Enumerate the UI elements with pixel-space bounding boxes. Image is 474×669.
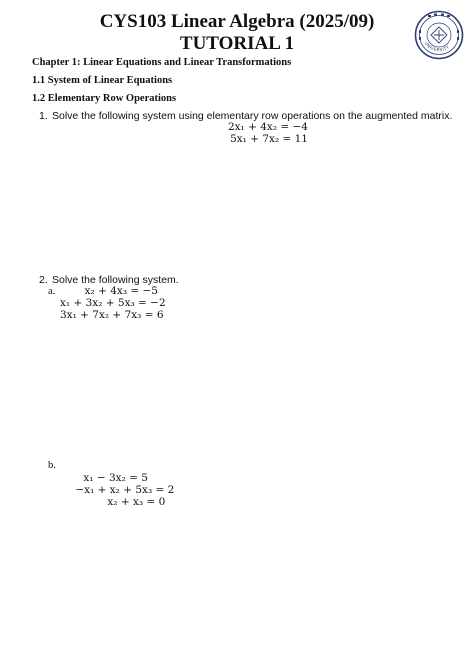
q2b-equation-3-text: x₂ + x₃ = 0 [107,496,166,508]
university-seal-icon [414,10,464,60]
q2a-equation-3: 3x₁ + 7x₂ + 7x₃ = 6 [60,309,164,321]
svg-text:UNIVERSITY: UNIVERSITY [423,40,451,53]
q2b-equation-3 [94,483,166,522]
q2a-equation-1: x₂ + 4x₃ = −5 [84,285,158,297]
question-2-text: Solve the following system. [52,274,179,286]
question-1-text: Solve the following system using elementary row operations on the augmented matrix. [52,110,453,122]
q2b-equation-1-text: x₁ − 3x₂ = 5 [83,472,148,484]
question-1-number: 1. [39,110,48,122]
page-title: CYS103 Linear Algebra (2025/09) [99,11,375,32]
part-b-label: b. [48,460,56,471]
section-heading-1-1: 1.1 System of Linear Equations [32,75,173,86]
page-subtitle: TUTORIAL 1 [179,33,295,54]
chapter-heading: Chapter 1: Linear Equations and Linear Transformations [32,57,292,68]
q2a-equation-2: x₁ + 3x₂ + 5x₃ = −2 [60,297,166,309]
part-a-label: a. [48,286,56,297]
q2b-equation-2-text: −x₁ + x₂ + 5x₃ = 2 [75,484,175,496]
section-heading-1-2: 1.2 Elementary Row Operations [32,93,177,104]
q1-equation-1: 2x₁ + 4x₂ = −4 [227,121,308,133]
q1-equation-2: 5x₁ + 7x₂ = 11 [230,133,308,145]
question-2-number: 2. [39,274,48,286]
